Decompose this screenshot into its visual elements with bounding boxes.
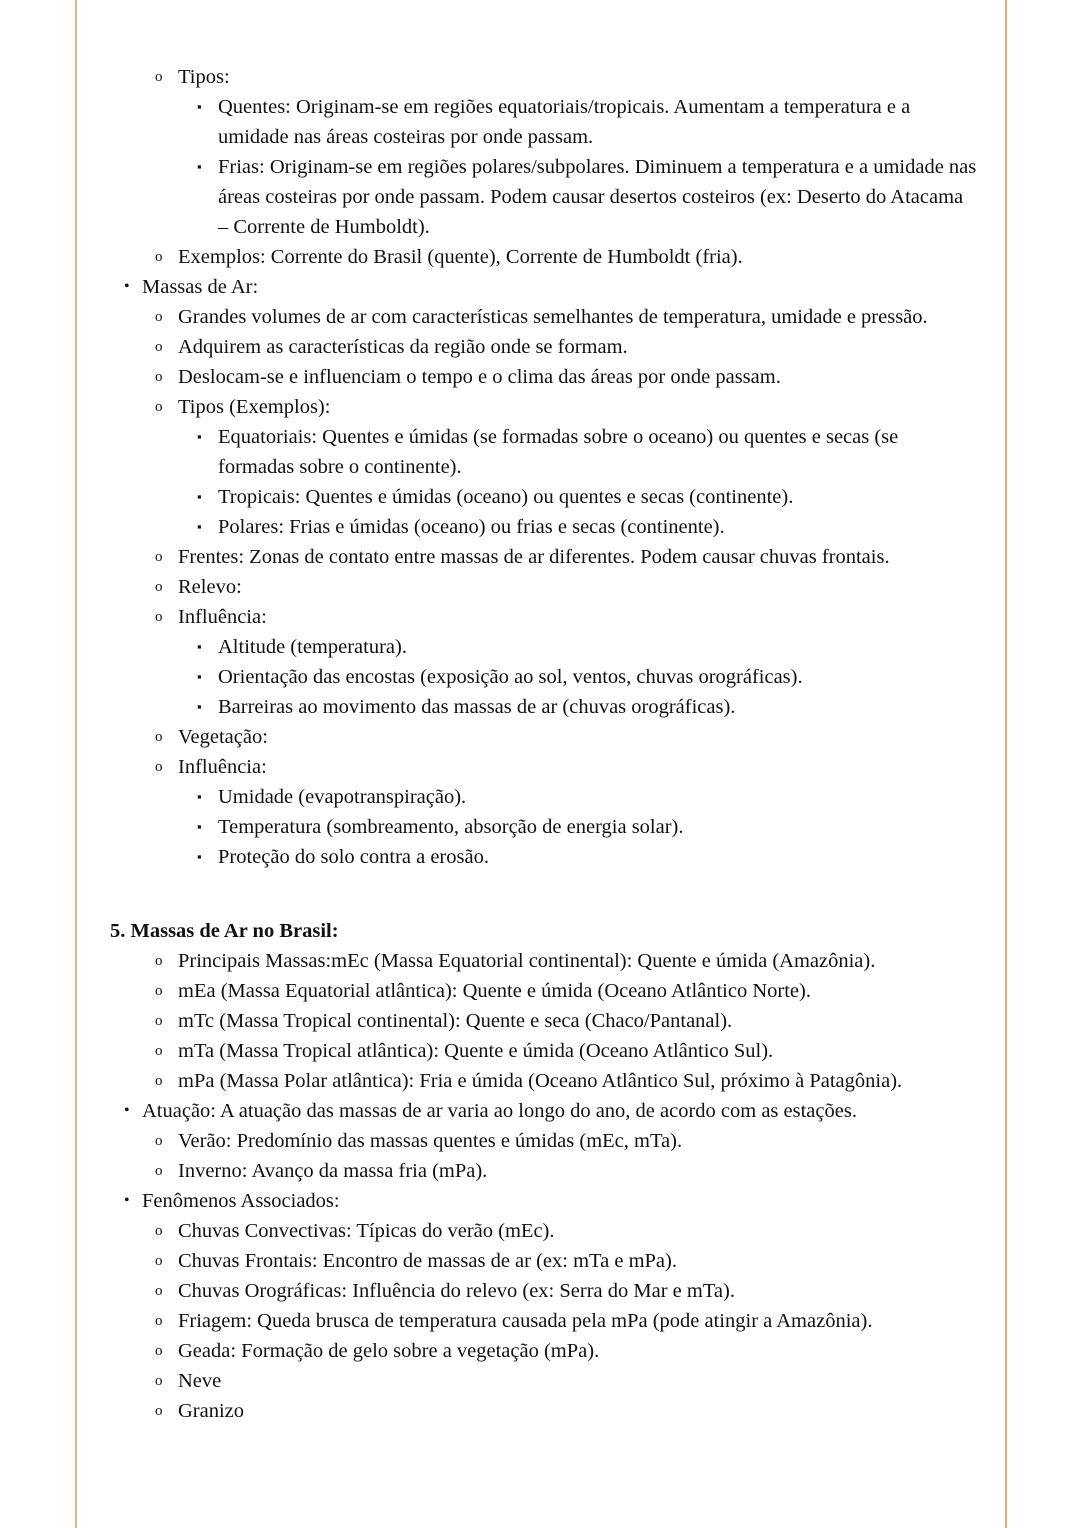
document-body [105,62,977,1426]
paragraph-spacer [105,872,977,916]
bullet-level2-icon: o [155,579,163,595]
list-item-text: Vegetação: [178,726,268,748]
list-item-text: Granizo [178,1400,245,1422]
list-item [105,842,977,872]
list-item-text: Chuvas Convectivas: Típicas do verão (mEc). [178,1220,555,1242]
bullet-level3-icon: ▪ [197,699,202,714]
list-item-text: Deslocam-se e influenciam o tempo e o clima das áreas por onde passam. [178,366,781,388]
list-item-text: Orientação das encostas (exposição ao sol, ventos, chuvas orográficas). [218,666,803,688]
list-item-text: mPa (Massa Polar atlântica): Fria e úmida (Oceano Atlântico Sul, próximo à Patagônia). [178,1070,903,1092]
list-item-text: Fenômenos Associados: [142,1190,340,1212]
bullet-level3-icon: ▪ [197,819,202,834]
list-item-text: Barreiras ao movimento das massas de ar (chuvas orográficas). [218,696,736,718]
list-item-text: Verão: Predomínio das massas quentes e úmidas (mEc, mTa). [178,1130,683,1152]
list-item [105,302,977,332]
list-item [105,392,977,422]
list-item [105,1246,977,1276]
list-item-text: mEa (Massa Equatorial atlântica): Quente e úmida (Oceano Atlântico Norte). [178,980,811,1002]
list-item-text: Atuação: A atuação das massas de ar varia ao longo do ano, de acordo com as estações. [142,1100,857,1122]
list-item-text: Friagem: Queda brusca de temperatura causada pela mPa (pode atingir a Amazônia). [178,1310,873,1332]
list-item [105,946,977,976]
list-item [105,1306,977,1336]
bullet-level3-icon: ▪ [197,99,202,114]
bullet-level2-icon: o [155,69,163,85]
list-item [105,362,977,392]
bullet-level2-icon: o [155,759,163,775]
bullet-level3-icon: ▪ [197,429,202,444]
list-item [105,542,977,572]
bullet-level2-icon: o [155,549,163,565]
list-item [105,602,977,632]
list-item-text: Influência: [178,606,267,628]
list-item [105,812,977,842]
list-item [105,62,977,92]
list-item-text: Principais Massas:mEc (Massa Equatorial continental): Quente e úmida (Amazônia). [178,950,876,972]
list-item [105,272,977,302]
list-item-text: Inverno: Avanço da massa fria (mPa). [178,1160,488,1182]
list-item-text: Massas de Ar: [142,276,259,298]
bullet-level2-icon: o [155,1223,163,1239]
bullet-level3-icon: ▪ [197,159,202,174]
bullet-level2-icon: o [155,1133,163,1149]
list-item-text: Tropicais: Quentes e úmidas (oceano) ou quentes e secas (continente). [218,486,794,508]
list-item-text: Tipos: [178,66,230,88]
bullet-level3-icon: ▪ [197,489,202,504]
bullet-level1-icon: • [124,1102,130,1119]
list-item [105,782,977,812]
list-item-text: Neve [178,1370,222,1392]
list-item [105,1396,977,1426]
bullet-level3-icon: ▪ [197,849,202,864]
bullet-level2-icon: o [155,369,163,385]
list-item [105,662,977,692]
list-item-text: Frentes: Zonas de contato entre massas de ar diferentes. Podem causar chuvas frontais. [178,546,890,568]
bullet-level2-icon: o [155,1253,163,1269]
list-item-text: Exemplos: Corrente do Brasil (quente), Corrente de Humboldt (fria). [178,246,743,268]
list-item-text: Umidade (evapotranspiração). [218,786,467,808]
list-item [105,722,977,752]
list-item-text: Grandes volumes de ar com características semelhantes de temperatura, umidade e pressão. [178,306,928,328]
list-item [105,1156,977,1186]
bullet-level3-icon: ▪ [197,669,202,684]
bullet-level2-icon: o [155,1403,163,1419]
bullet-level3-icon: ▪ [197,519,202,534]
bullet-level2-icon: o [155,1013,163,1029]
list-item [105,692,977,722]
list-item [105,1126,977,1156]
bullet-level2-icon: o [155,399,163,415]
list-item [105,1336,977,1366]
bullet-level1-icon: • [124,278,130,295]
list-item-text: Frias: Originam-se em regiões polares/subpolares. Diminuem a temperatura e a umidade nas áreas costeiras por onde passam. Podem causar desertos costeiros (ex: Deserto do Atacama – Corrente de Humboldt). [218,156,977,238]
list-item-text: Relevo: [178,576,242,598]
bullet-level2-icon: o [155,249,163,265]
bullet-level2-icon: o [155,1343,163,1359]
bullet-level2-icon: o [155,339,163,355]
list-item-text: Influência: [178,756,267,778]
list-item-text: Quentes: Originam-se em regiões equatoriais/tropicais. Aumentam a temperatura e a umidade nas áreas costeiras por onde passam. [218,96,911,148]
bullet-level2-icon: o [155,729,163,745]
list-item-text: Tipos (Exemplos): [178,396,331,418]
bullet-level1-icon: • [124,1192,130,1209]
list-item-text: Proteção do solo contra a erosão. [218,846,489,868]
list-item-text: Polares: Frias e úmidas (oceano) ou frias e secas (continente). [218,516,725,538]
bullet-level2-icon: o [155,1283,163,1299]
bullet-level2-icon: o [155,1073,163,1089]
list-item [105,1096,977,1126]
list-item [105,1066,977,1096]
list-item [105,512,977,542]
list-item-text: Equatoriais: Quentes e úmidas (se formadas sobre o oceano) ou quentes e secas (se formadas sobre o continente). [218,426,899,478]
list-item [105,422,977,482]
list-item-text: Temperatura (sombreamento, absorção de energia solar). [218,816,684,838]
bullet-level3-icon: ▪ [197,639,202,654]
list-item-text: Altitude (temperatura). [218,636,407,658]
list-item [105,572,977,602]
bullet-level2-icon: o [155,983,163,999]
list-item [105,976,977,1006]
list-item [105,152,977,242]
list-item [105,1276,977,1306]
bullet-level2-icon: o [155,953,163,969]
list-item [105,752,977,782]
list-item [105,632,977,662]
list-item-text: Chuvas Orográficas: Influência do relevo (ex: Serra do Mar e mTa). [178,1280,735,1302]
list-item [105,482,977,512]
list-item [105,242,977,272]
list-item [105,1006,977,1036]
list-item-text: mTc (Massa Tropical continental): Quente e seca (Chaco/Pantanal). [178,1010,733,1032]
list-item-text: mTa (Massa Tropical atlântica): Quente e úmida (Oceano Atlântico Sul). [178,1040,774,1062]
list-item [105,332,977,362]
list-item-text: Adquirem as características da região onde se formam. [178,336,628,358]
list-item [105,1186,977,1216]
bullet-level2-icon: o [155,609,163,625]
bullet-level2-icon: o [155,1163,163,1179]
bullet-level2-icon: o [155,1043,163,1059]
list-item-text: Chuvas Frontais: Encontro de massas de ar (ex: mTa e mPa). [178,1250,677,1272]
bullet-level2-icon: o [155,1313,163,1329]
list-item-text: Geada: Formação de gelo sobre a vegetação (mPa). [178,1340,600,1362]
list-item [105,1366,977,1396]
list-item [105,1036,977,1066]
bullet-level3-icon: ▪ [197,789,202,804]
list-item [105,92,977,152]
section-heading: 5. Massas de Ar no Brasil: [110,920,339,942]
bullet-level2-icon: o [155,309,163,325]
bullet-level2-icon: o [155,1373,163,1389]
list-item [105,1216,977,1246]
